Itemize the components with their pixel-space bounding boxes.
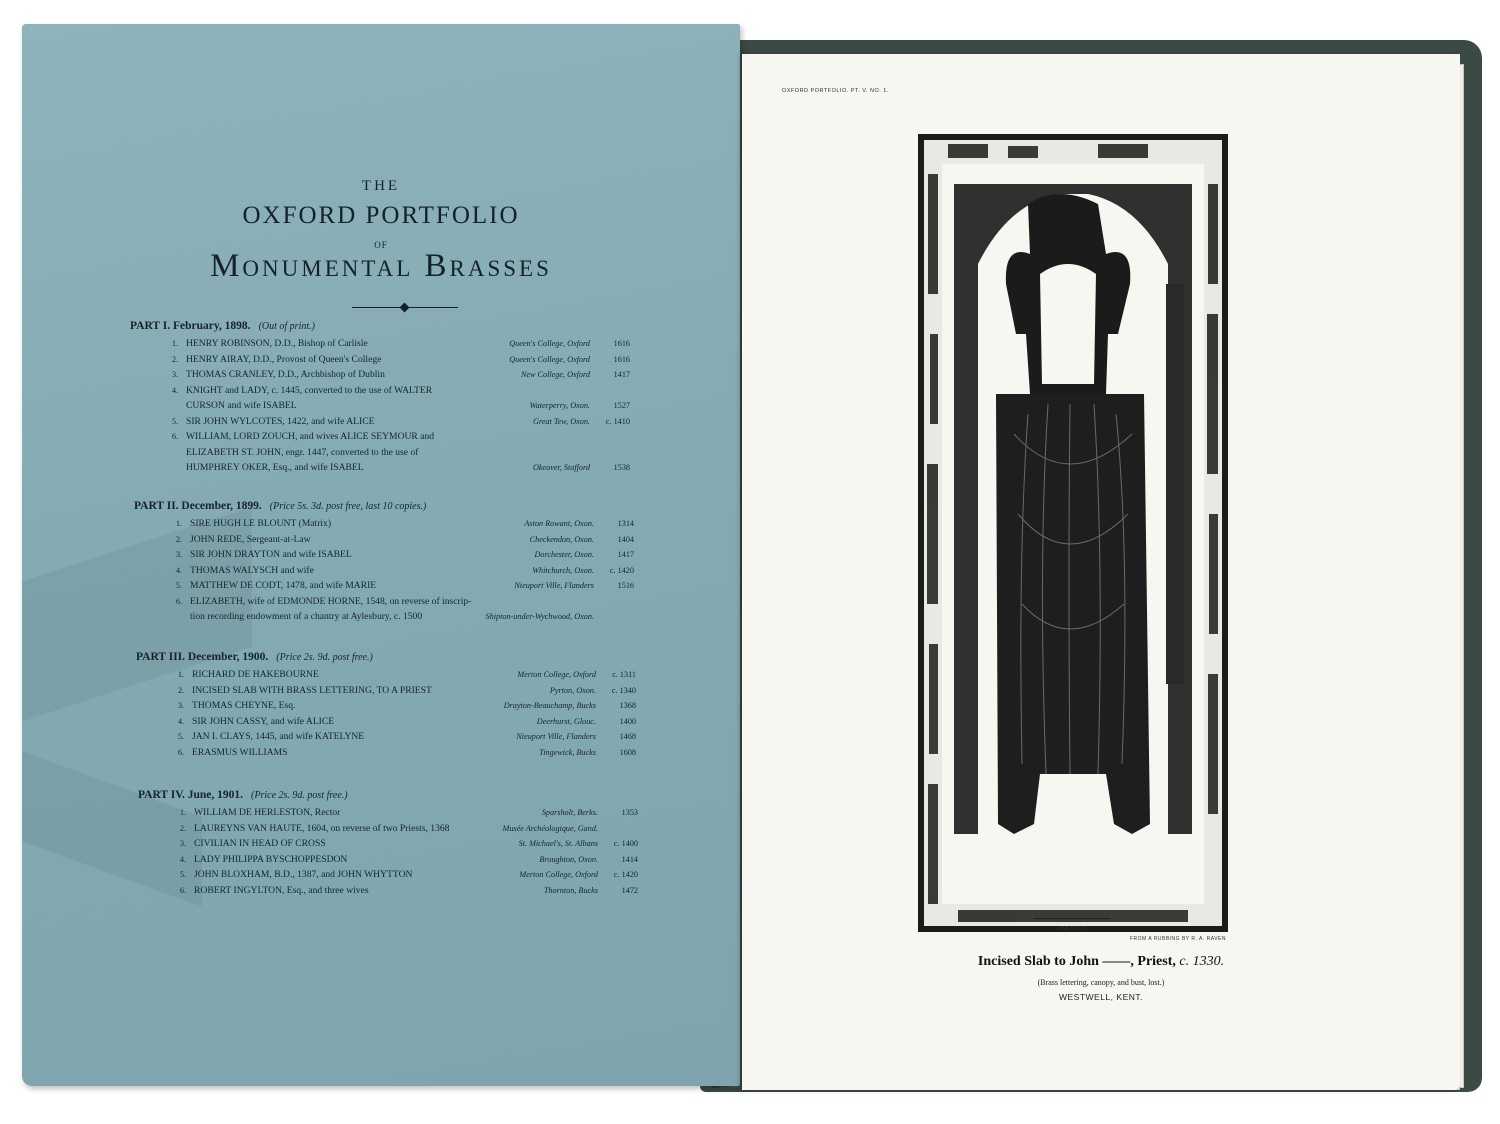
entry-place: Drayton-Beauchamp, Bucks: [503, 701, 596, 710]
entry-place: Queen's College, Oxford: [509, 354, 590, 364]
contents-entry: [130, 431, 435, 447]
entry-year: 1400: [619, 716, 636, 726]
entry-name: SIR JOHN DRAYTON and wife ISABEL: [190, 549, 352, 560]
contents-entry: [134, 580, 634, 596]
entry-number: 2.: [178, 685, 184, 695]
entry-year: 1468: [619, 732, 636, 741]
entry-number: 5.: [178, 732, 184, 741]
entry-name: LADY PHILIPPA BYSCHOPPESDON: [194, 853, 348, 865]
entry-number: 4.: [178, 716, 184, 726]
entry-number: 1.: [172, 339, 178, 348]
contents-entry: [136, 669, 636, 685]
part-price-note: (Price 5s. 3d. post free, last 10 copies.): [269, 501, 427, 512]
entry-year: c. 1420: [609, 565, 634, 575]
entry-name: ROBERT INGYLTON, Esq., and three wives: [194, 884, 369, 896]
part-heading: [134, 500, 426, 512]
entry-year: 1404: [617, 534, 634, 544]
part-heading: [138, 789, 348, 801]
entry-place: Merton College, Oxford: [519, 870, 598, 879]
entry-number: 1.: [176, 519, 182, 528]
entry-place: Dorchester, Oxon.: [534, 550, 594, 559]
entry-year: 1538: [613, 463, 630, 472]
entry-place: Nieuport Ville, Flanders: [516, 732, 596, 741]
entry-year: c. 1420: [613, 870, 638, 879]
entry-place: Shipton-under-Wychwood, Oxon.: [485, 612, 594, 621]
contents-entry: [138, 869, 638, 885]
plate-location: WESTWELL, KENT.: [1058, 992, 1143, 1002]
entry-year: 1616: [613, 339, 630, 348]
entry-name: HENRY AIRAY, D.D., Provost of Queen's College: [186, 353, 382, 365]
entry-year: 1368: [619, 701, 636, 710]
entry-place: Checkendon, Oxon.: [529, 534, 594, 544]
part-price-note: (Price 2s. 9d. post free.): [276, 652, 373, 663]
entry-place: Sparsholt, Berks.: [541, 808, 598, 817]
part-heading: [130, 320, 315, 332]
part-title: PART I. February, 1898.: [130, 320, 251, 332]
contents-entry: [130, 369, 630, 385]
contents-entry: [134, 518, 634, 534]
contents-entry: [134, 533, 634, 550]
entry-name: HUMPHREY OKER, Esq., and wife ISABEL: [186, 462, 364, 473]
entry-year: c. 1311: [612, 670, 636, 679]
entry-year: 1314: [617, 519, 634, 528]
entry-place: Waterperry, Oxon.: [529, 401, 590, 410]
contents-entry: [138, 807, 638, 823]
entry-name: JOHN REDE, Sergeant-at-Law: [190, 533, 311, 545]
entry-number: 6.: [180, 885, 186, 895]
entry-year: c. 1340: [611, 685, 636, 695]
contents-entry: [138, 838, 638, 854]
scale-bar: [1034, 918, 1110, 919]
contents-entry: [130, 446, 419, 463]
priest-figure: [996, 394, 1150, 834]
caption-main: Incised Slab to John ——, Priest,: [977, 954, 1176, 969]
title-ornament-rule: [352, 304, 458, 312]
entry-place: Queen's College, Oxford: [509, 339, 590, 348]
contents-entry: [138, 884, 638, 901]
entry-number: 3.: [176, 550, 182, 559]
entry-year: 1608: [619, 747, 636, 757]
part-price-note: (Price 2s. 9d. post free.): [251, 790, 348, 801]
entry-name: LAUREYNS VAN HAUTE, 1604, on reverse of two Priests, 1368: [194, 822, 450, 834]
plate-caption: [742, 954, 1460, 970]
part-title: PART III. December, 1900.: [136, 651, 269, 663]
inscription-band: [1166, 284, 1184, 684]
part-title: PART II. December, 1899.: [134, 500, 262, 512]
entry-name: ELIZABETH, wife of EDMONDE HORNE, 1548, on reverse of inscrip-: [190, 595, 472, 607]
entry-name: SIR JOHN WYLCOTES, 1422, and wife ALICE: [186, 415, 375, 427]
rubbing-credit: FROM A RUBBING BY R. A. RAVEN: [1130, 936, 1227, 942]
entry-name: CURSON and wife ISABEL: [186, 400, 297, 411]
contents-entry: [134, 549, 634, 565]
contents-entry: [136, 684, 636, 701]
plate-subcaption: (Brass lettering, canopy, and bust, lost.): [1037, 978, 1165, 987]
entry-name: ERASMUS WILLIAMS: [192, 746, 288, 758]
entry-number: 1.: [180, 808, 186, 817]
entry-year: 1472: [621, 885, 638, 895]
contents-entry: [136, 746, 636, 763]
part-heading: [136, 651, 373, 663]
part-3-block: [136, 651, 636, 762]
entry-number: 5.: [172, 416, 178, 426]
part-1-block: [130, 320, 630, 478]
brass-rubbing-image: [918, 134, 1228, 932]
entry-place: Aston Rowant, Oxon.: [524, 519, 594, 528]
entry-place: Nieuport Ville, Flanders: [514, 581, 594, 590]
scale-label: ONE FOOT: [1057, 926, 1087, 932]
cover-title-of: OF: [374, 240, 388, 250]
plate-page: [742, 54, 1460, 1090]
entry-number: 2.: [180, 823, 186, 833]
contents-entry: [130, 415, 630, 432]
entry-year: 1417: [613, 370, 630, 379]
entry-name: HENRY ROBINSON, D.D., Bishop of Carlisle: [186, 338, 368, 349]
entry-number: 3.: [172, 370, 178, 379]
entry-year: 1616: [613, 354, 630, 364]
contents-entry: [134, 611, 594, 627]
entry-number: 6.: [178, 747, 184, 757]
entry-year: 1516: [617, 581, 634, 590]
entry-name: WILLIAM, LORD ZOUCH, and wives ALICE SEYMOUR and: [186, 431, 435, 442]
entry-number: 1.: [178, 670, 184, 679]
entry-year: 1353: [621, 808, 638, 817]
entry-name: SIRE HUGH LE BLOUNT (Matrix): [190, 518, 332, 529]
entry-number: 5.: [180, 870, 186, 879]
entry-number: 4.: [176, 565, 182, 575]
entry-place: St. Michael's, St. Albans: [518, 839, 598, 848]
entry-year: 1527: [613, 401, 630, 410]
entry-place: Merton College, Oxford: [517, 670, 596, 679]
cover-title-the: THE: [361, 178, 401, 194]
contents-entry: [130, 338, 630, 354]
part-2-block: [134, 500, 634, 627]
entry-number: 6.: [172, 432, 178, 441]
running-head: OXFORD PORTFOLIO. PT. V. NO. 1.: [782, 88, 889, 94]
entry-number: 2.: [176, 534, 182, 544]
contents-entry: [130, 353, 630, 370]
entry-place: Musée Archéologique, Gand.: [502, 823, 598, 833]
contents-entry: [130, 384, 433, 401]
entry-place: Great Tew, Oxon.: [532, 416, 590, 426]
entry-name: THOMAS WALYSCH and wife: [190, 564, 314, 576]
contents-entry: [138, 822, 598, 839]
bust-void: [1040, 264, 1096, 384]
entry-number: 3.: [178, 701, 184, 710]
entry-number: 5.: [176, 581, 182, 590]
entry-name: SIR JOHN CASSY, and wife ALICE: [192, 715, 335, 727]
entry-place: New College, Oxford: [520, 370, 590, 379]
entry-place: Deerhurst, Glouc.: [536, 716, 596, 726]
entry-name: MATTHEW DE CODT, 1478, and wife MARIE: [190, 580, 377, 591]
entry-place: Pyrton, Oxon.: [549, 685, 596, 695]
entry-year: c. 1400: [613, 839, 638, 848]
entry-name: RICHARD DE HAKEBOURNE: [192, 669, 319, 680]
contents-entry: [130, 462, 630, 478]
entry-place: Thornton, Bucks: [543, 885, 598, 895]
contents-entry: [134, 595, 472, 612]
entry-name: ELIZABETH ST. JOHN, engr. 1447, converted to the use of: [186, 446, 419, 458]
entry-name: JAN I. CLAYS, 1445, and wife KATELYNE: [192, 731, 365, 742]
entry-name: WILLIAM DE HERLESTON, Rector: [194, 807, 341, 818]
entry-number: 4.: [180, 854, 186, 864]
entry-name: CIVILIAN IN HEAD OF CROSS: [194, 838, 326, 849]
entry-name: THOMAS CRANLEY, D.D., Archbishop of Dublin: [186, 369, 385, 380]
entry-year: 1417: [617, 550, 634, 559]
entry-name: tion recording endowment of a chantry at Aylesbury, c. 1500: [190, 611, 423, 622]
entry-name: JOHN BLOXHAM, B.D., 1387, and JOHN WHYTTON: [194, 869, 413, 880]
entry-name: INCISED SLAB WITH BRASS LETTERING, TO A PRIEST: [192, 684, 432, 696]
contents-entry: [136, 700, 636, 716]
entry-place: Okeover, Stafford: [533, 463, 590, 472]
contents-entry: [134, 564, 634, 581]
contents-entry: [136, 715, 636, 732]
entry-place: Tingewick, Bucks: [539, 747, 596, 757]
entry-year: 1414: [621, 854, 638, 864]
entry-place: Broughton, Oxon.: [539, 854, 598, 864]
part-4-block: [138, 789, 638, 900]
part-price-note: (Out of print.): [258, 321, 315, 332]
cover-title-oxford-portfolio: OXFORD PORTFOLIO: [242, 202, 520, 229]
entry-number: 2.: [172, 354, 178, 364]
contents-entry: [136, 731, 636, 747]
caption-date: c. 1330.: [1179, 954, 1225, 969]
part-title: PART IV. June, 1901.: [138, 789, 244, 801]
entry-number: 4.: [172, 385, 178, 395]
entry-number: 3.: [180, 839, 186, 848]
entry-year: c. 1410: [605, 416, 630, 426]
cover-title-monumental-brasses: Monumental Brasses: [210, 248, 552, 284]
entry-name: KNIGHT and LADY, c. 1445, converted to the use of WALTER: [186, 384, 433, 396]
entry-name: THOMAS CHEYNE, Esq.: [192, 700, 296, 711]
entry-place: Whitchurch, Oxon.: [532, 565, 594, 575]
contents-entry: [130, 400, 630, 416]
entry-number: 6.: [176, 596, 182, 606]
ornament-diamond: [400, 303, 410, 313]
cover-sheet: [22, 24, 740, 1086]
contents-entry: [138, 853, 638, 870]
